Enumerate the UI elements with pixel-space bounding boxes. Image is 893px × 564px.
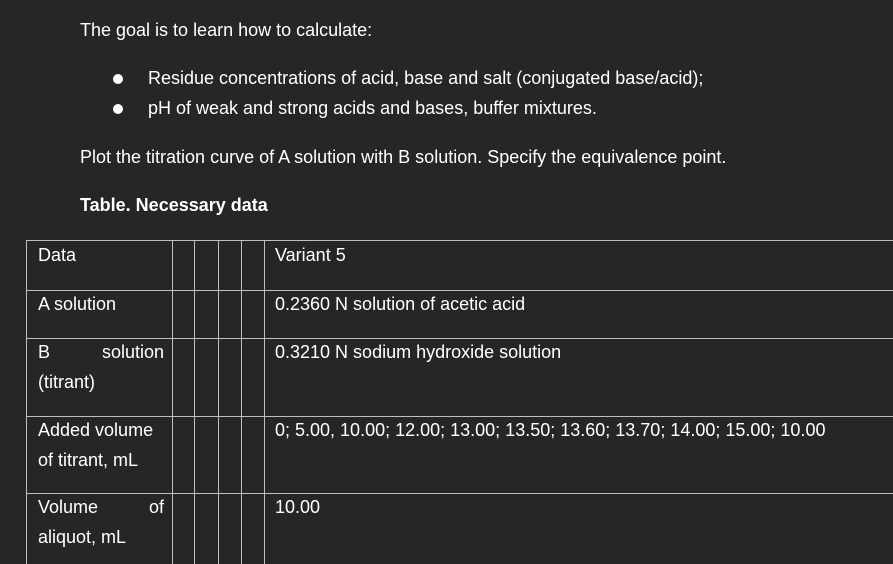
table-border <box>241 240 242 564</box>
table-border <box>172 240 173 564</box>
row-value: 0.2360 N solution of acetic acid <box>275 294 526 314</box>
bullet-icon <box>113 74 123 84</box>
bullet-item <box>113 98 597 119</box>
row-label-line2: of titrant, mL <box>38 450 139 470</box>
row-label <box>38 337 164 367</box>
row-label: Added volume <box>38 420 154 440</box>
row-label-line2: (titrant) <box>38 372 96 392</box>
table-border <box>26 240 893 241</box>
task-text: Plot the titration curve of A solution with B solution. Specify the equivalence point. <box>80 147 727 167</box>
goal-heading: The goal is to learn how to calculate: <box>80 20 373 40</box>
table-caption: Table. Necessary data <box>80 195 268 215</box>
row-value: 0.3210 N sodium hydroxide solution <box>275 342 562 362</box>
bullet-text: Residue concentrations of acid, base and salt (conjugated base/acid); <box>148 68 704 88</box>
bullet-icon <box>113 104 123 114</box>
row-value: 0; 5.00, 10.00; 12.00; 13.00; 13.50; 13.60; 13.70; 14.00; 15.00; 10.00 <box>275 420 826 440</box>
row-label-line2: aliquot, mL <box>38 527 127 547</box>
table-header-variant: Variant 5 <box>275 245 346 265</box>
row-label-part: solution <box>101 342 164 362</box>
table-border <box>264 240 265 564</box>
row-label <box>38 492 164 522</box>
bullet-text: pH of weak and strong acids and bases, buffer mixtures. <box>148 98 597 118</box>
row-label: A solution <box>38 294 117 314</box>
row-label-part: of <box>148 497 164 517</box>
table-border <box>218 240 219 564</box>
row-label-part: B <box>38 342 51 362</box>
row-label-part: Volume <box>38 497 99 517</box>
table-border <box>26 240 27 564</box>
bullet-item <box>113 68 703 89</box>
table-header-data: Data <box>38 245 77 265</box>
row-value: 10.00 <box>275 497 321 517</box>
table-border <box>194 240 195 564</box>
